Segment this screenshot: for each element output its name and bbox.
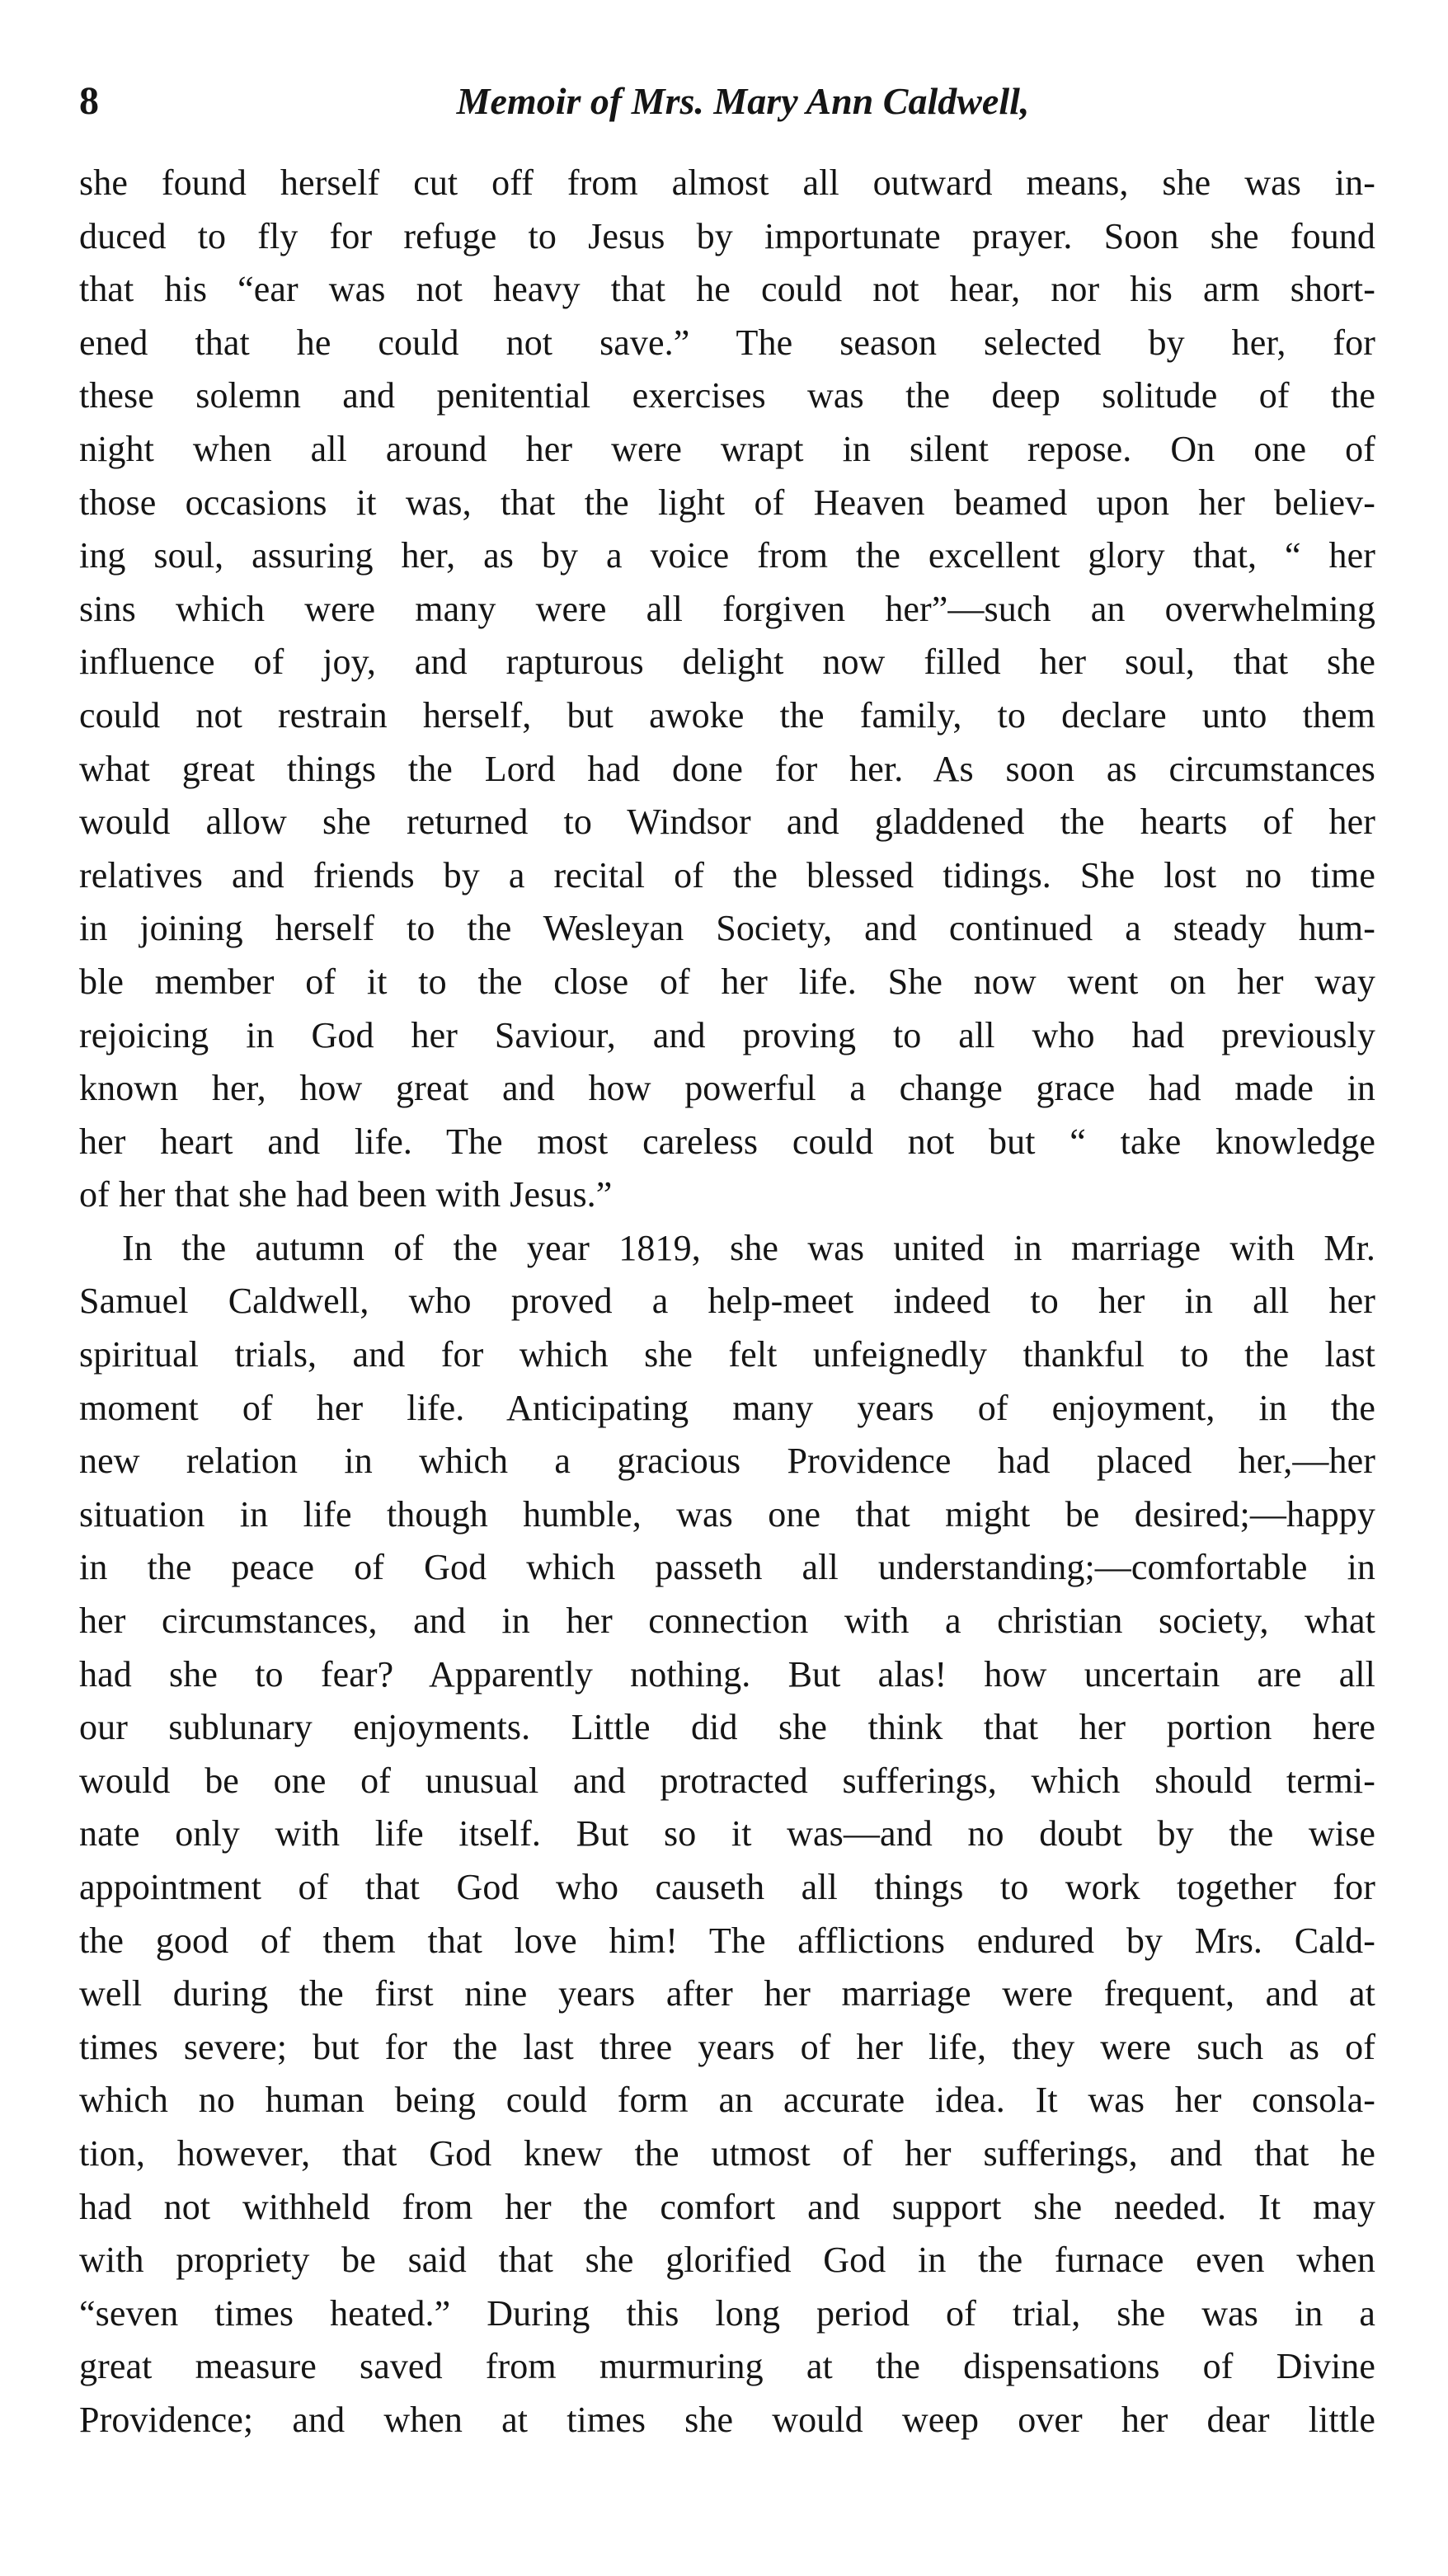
text-line: night when all around her were wrapt in silent repose. On one of [79,428,1375,469]
running-title: Memoir of Mrs. Mary Ann Caldwell, [456,80,1030,122]
text-line: which no human being could form an accurate idea. It was her consola- [79,2080,1375,2121]
text-line: appointment of that God who causeth all things to work together for [79,1867,1375,1907]
text-line: what great things the Lord had done for her. As soon as circumstances [79,748,1375,789]
text-line: ened that he could not save.” The season selected by her, for [79,322,1375,363]
text-line: in joining herself to the Wesleyan Society, and continued a steady hum- [79,908,1375,949]
text-line: could not restrain herself, but awoke the family, to declare unto them [79,694,1375,736]
text-line: had not withheld from her the comfort and support she needed. It may [79,2186,1375,2227]
text-line: moment of her life. Anticipating many years of enjoyment, in the [79,1387,1375,1428]
page-number: 8 [79,79,99,123]
text-line: these solemn and penitential exercises was the deep solitude of the [79,375,1375,416]
text-line: known her, how great and how powerful a change grace had made in [79,1068,1375,1109]
text-line: would allow she returned to Windsor and gladdened the hearts of her [79,801,1375,843]
text-line: would be one of unusual and protracted sufferings, which should termi- [79,1760,1375,1801]
text-line: in the peace of God which passeth all understanding;—comfortable in [79,1547,1375,1588]
text-line: sins which were many were all forgiven her”—such an overwhelming [79,588,1375,629]
text-line: new relation in which a gracious Providence had placed her,—her [79,1441,1375,1482]
text-line: of her that she had been with Jesus.” [79,1174,613,1215]
text-line: her heart and life. The most careless could not but “ take knowledge [79,1121,1375,1162]
text-line: that his “ear was not heavy that he could not hear, nor his arm short- [79,269,1375,310]
text-line: “seven times heated.” During this long period of trial, she was in a [79,2292,1375,2334]
text-line: spiritual trials, and for which she felt unfeignedly thankful to the last [79,1334,1375,1375]
text-line: those occasions it was, that the light of Heaven beamed upon her believ- [79,482,1375,523]
text-line: great measure saved from murmuring at the dispensations of Divine [79,2346,1375,2387]
text-line: her circumstances, and in her connection with a christian society, what [79,1601,1375,1642]
text-line: ing soul, assuring her, as by a voice from the excellent glory that, “ her [79,535,1375,576]
text-line: ble member of it to the close of her life. She now went on her way [79,961,1375,1002]
body-text [79,157,1375,2447]
running-header [79,73,1374,130]
paragraph [79,157,1375,1222]
text-line: times severe; but for the last three years of her life, they were such as of [79,2026,1375,2067]
paragraph [79,1222,1375,2447]
text-line: Providence; and when at times she would weep over her dear little [79,2399,1375,2440]
text-line: nate only with life itself. But so it was—and no doubt by the wise [79,1813,1375,1854]
text-line: duced to fly for refuge to Jesus by importunate prayer. Soon she found [79,215,1375,256]
text-line: tion, however, that God knew the utmost of her sufferings, and that he [79,2132,1375,2174]
text-line: relatives and friends by a recital of the blessed tidings. She lost no time [79,854,1375,895]
text-line: Samuel Caldwell, who proved a help-meet indeed to her in all her [79,1281,1375,1322]
text-line: she found herself cut off from almost all outward means, she was in- [79,162,1375,203]
text-line: influence of joy, and rapturous delight now filled her soul, that she [79,642,1375,683]
text-line: our sublunary enjoyments. Little did she think that her portion here [79,1707,1375,1748]
text-line: had she to fear? Apparently nothing. But alas! how uncertain are all [79,1653,1375,1695]
text-line: rejoicing in God her Saviour, and proving to all who had previously [79,1014,1375,1055]
text-line: well during the first nine years after her marriage were frequent, and at [79,1973,1375,2014]
text-line: situation in life though humble, was one that might be desired;—happy [79,1493,1375,1535]
text-line: with propriety be said that she glorified God in the furnace even when [79,2240,1375,2281]
text-line: In the autumn of the year 1819, she was united in marriage with Mr. [122,1227,1375,1268]
text-line: the good of them that love him! The afflictions endured by Mrs. Cald- [79,1920,1375,1961]
